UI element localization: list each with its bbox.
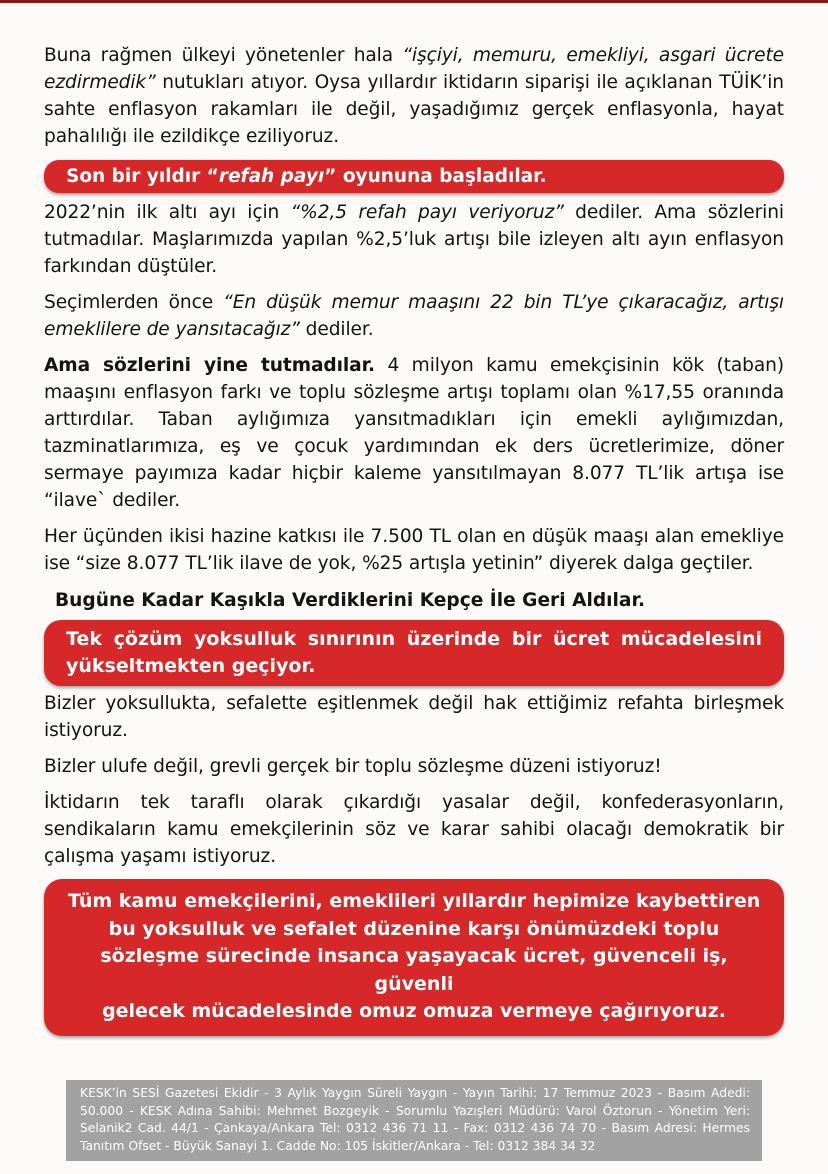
paragraph-promises <box>44 352 784 514</box>
paragraph-elections <box>44 289 784 343</box>
banner-solution: Tek çözüm yoksulluk sınırının üzerinde bir ücret mücadelesini yükseltmekten geçiyor. <box>44 620 784 686</box>
banner-call-to-action <box>44 879 784 1036</box>
paragraph-democracy: İktidarın tek taraflı olarak çıkardığı yasalar değil, konfederasyonların, sendikaların kamu emekçilerinin söz ve karar sahibi olacağı demokratik bir çalışma yaşamı istiyoruz. <box>44 792 784 867</box>
paragraph-2022-tail: dediler. Ama sözlerini tutmadılar. Maşlarımızda yapılan %2,5’luk artışı bile izleyen altı ayın enflasyon farkından düştüler. <box>44 202 784 277</box>
paragraph-2022-quote: “%2,5 refah payı veriyoruz” <box>290 202 564 223</box>
section-heading: Bugüne Kadar Kaşıkla Verdiklerini Kepçe İle Geri Aldılar. <box>55 590 646 611</box>
paragraph-promises-rest: 4 milyon kamu emekçisinin kök (taban) maaşını enflasyon farkı ve toplu sözleşme artışı toplamı olan %17,55 oranında arttırdılar. Taban aylığımıza yansıtmadıkları için emekli aylığımızdan, tazminatlarımıza, eş ve çocuk yardımından ek ders ücretlerimize, döner sermaye payımıza kadar hiçbir kaleme yansıtılmayan 8.077 TL’lik artışa ise “ilave` dediler. <box>44 355 784 511</box>
paragraph-intro <box>44 42 784 150</box>
paragraph-intro-lead: Buna rağmen ülkeyi yönetenler hala <box>44 45 403 66</box>
paragraph-intro-quote: “işçiyi, memuru, emekliyi, asgari ücrete ezdirmedik” <box>44 45 784 93</box>
paragraph-pensioners: Her üçünden ikisi hazine katkısı ile 7.500 TL olan en düşük maaşı alan emekliye ise “size 8.077 TL’lik ilave de yok, %25 artışla yetinin” diyerek dalga geçtiler. <box>44 526 784 574</box>
leaflet-page <box>44 42 784 1036</box>
paragraph-welfare: Bizler yoksullukta, sefalette eşitlenmek değil hak ettiğimiz refahta birleşmek istiyoruz. <box>44 693 784 741</box>
banner-refah-payi <box>44 160 784 193</box>
banner-refah-payi-tail: ” oyununa başladılar. <box>324 166 547 187</box>
imprint-footer: KESK’in SESİ Gazetesi Ekidir - 3 Aylık Yaygın Süreli Yaygın - Yayın Tarihi: 17 Temmuz 2023 - Basım Adedi: 50.000 - KESK Adına Sahibi: Mehmet Bozgeyik - Sorumlu Yazışleri Müdürü: Varol Öztorun - Yönetim Yeri: Selanik2 Cad. 44/1 - Çankaya/Ankara Tel: 0312 436 71 11 - Fax: 0312 436 74 70 - Basım Adresi: Hermes Tanıtım Ofset - Büyük Sanayi 1. Cadde No: 105 İskitler/Ankara - Tel: 0312 384 34 32 <box>66 1080 762 1161</box>
banner-refah-payi-lead: Son bir yıldır “ <box>66 166 219 187</box>
call-line-2: bu yoksulluk ve sefalet düzenine karşı önümüzdeki toplu <box>108 917 720 940</box>
paragraph-2022-lead: 2022’nin ilk altı ayı için <box>44 202 291 223</box>
call-line-3: sözleşme sürecinde insanca yaşayacak ücret, güvenceli iş, güvenli <box>100 945 728 995</box>
paragraph-elections-quote: “En düşük memur maaşını 22 bin TL’ye çıkaracağız, artışı emeklilere de yansıtacağız” <box>44 292 785 340</box>
paragraph-2022 <box>44 199 784 280</box>
paragraph-promises-bold: Ama sözlerini yine tutmadılar. <box>44 355 375 376</box>
call-line-1: Tüm kamu emekçilerini, emeklileri yıllardır hepimize kaybettiren <box>67 890 761 912</box>
paragraph-elections-tail: dediler. <box>299 319 374 340</box>
paragraph-bargaining: Bizler ulufe değil, grevli gerçek bir toplu sözleşme düzeni istiyoruz! <box>44 756 662 777</box>
paragraph-elections-lead: Seçimlerden önce <box>44 292 224 313</box>
paragraph-intro-tail: nutukları atıyor. Oysa yıllardır iktidarın siparişi ile açıklanan TÜİK’in sahte enflasyon rakamları ile değil, yaşadığımız gerçek enflasyonla, hayat pahalılığı ile ezildikçe eziliyoruz. <box>44 72 784 147</box>
banner-refah-payi-emphasis: refah payı <box>218 166 325 187</box>
call-line-4: gelecek mücadelesinde omuz omuza vermeye çağırıyoruz. <box>102 1000 726 1022</box>
top-border <box>0 0 828 3</box>
